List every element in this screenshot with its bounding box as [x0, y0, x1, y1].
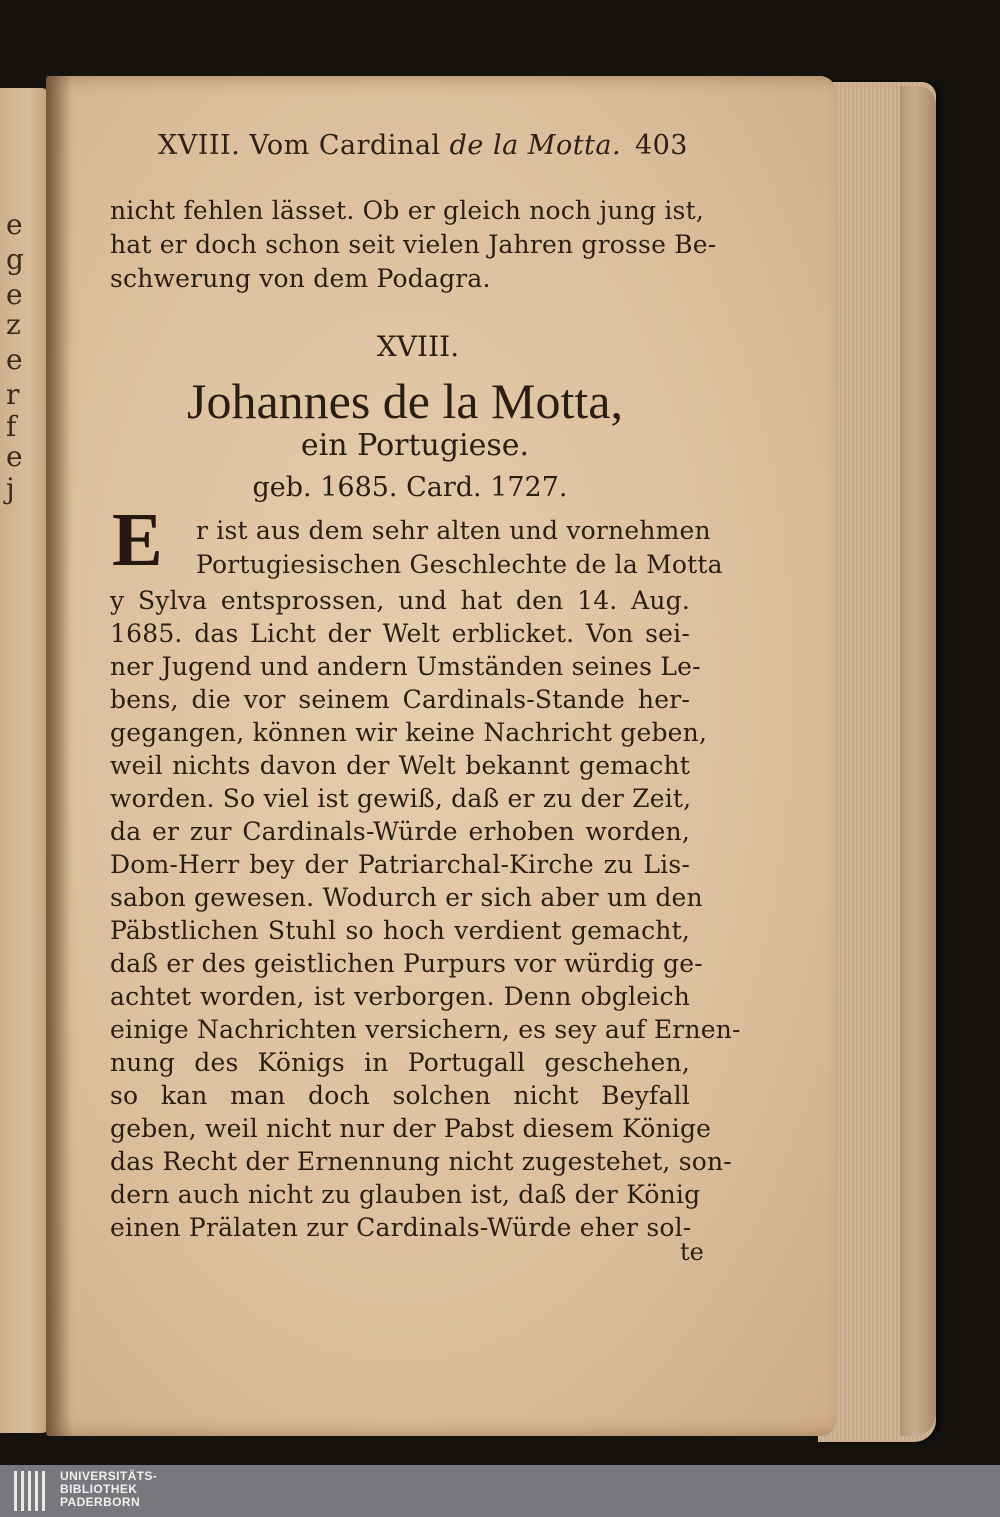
- text-line: achtet worden, ist verborgen. Denn obgleich: [110, 982, 690, 1011]
- text-line: Portugiesischen Geschlechte de la Motta: [196, 550, 723, 579]
- left-page-fragment: f: [6, 410, 17, 443]
- text-line: hat er doch schon seit vielen Jahren grosse Be-: [110, 230, 717, 259]
- text-line: Dom-Herr bey der Patriarchal-Kirche zu Lis-: [110, 850, 690, 879]
- library-logo-icon: [12, 1471, 52, 1511]
- text-line: sabon gewesen. Wodurch er sich aber um den: [110, 883, 703, 912]
- library-name-line: PADERBORN: [60, 1495, 141, 1509]
- text-line: dern auch nicht zu glauben ist, daß der König: [110, 1180, 701, 1209]
- left-page-fragment: e: [6, 208, 23, 241]
- left-page-fragment: j: [6, 472, 15, 505]
- text-line: so kan man doch solchen nicht Beyfall: [110, 1081, 690, 1110]
- left-page-fragment: e: [6, 343, 23, 376]
- page-number: 403: [634, 130, 688, 161]
- running-header: [158, 130, 688, 170]
- birth-cardinal-dates: geb. 1685. Card. 1727.: [252, 472, 568, 503]
- text-line: Päbstlichen Stuhl so hoch verdient gemacht,: [110, 916, 690, 945]
- footer-bar: [0, 1465, 1000, 1517]
- text-line: einige Nachrichten versichern, es sey auf Ernen-: [110, 1015, 741, 1044]
- text-line: r ist aus dem sehr alten und vornehmen: [196, 516, 711, 545]
- left-page-fragment: g: [6, 243, 24, 276]
- text-line: 1685. das Licht der Welt erblicket. Von sei-: [110, 619, 690, 648]
- text-line: nicht fehlen lässet. Ob er gleich noch jung ist,: [110, 196, 704, 225]
- text-line: das Recht der Ernennung nicht zugestehet, son-: [110, 1147, 732, 1176]
- left-page-fragment: e: [6, 278, 23, 311]
- text-line: schwerung von dem Podagra.: [110, 264, 491, 293]
- text-line: y Sylva entsprossen, und hat den 14. Aug.: [110, 586, 690, 615]
- running-title: XVIII. Vom Cardinal: [158, 130, 441, 161]
- catchword: te: [680, 1238, 704, 1266]
- text-line: worden. So viel ist gewiß, daß er zu der Zeit,: [110, 784, 692, 813]
- person-name-heading: Johannes de la Motta,: [186, 373, 623, 429]
- text-line: gegangen, können wir keine Nachricht geben,: [110, 718, 708, 747]
- text-line: bens, die vor seinem Cardinals-Stande her-: [110, 685, 690, 714]
- page-gutter-shadow: [46, 76, 72, 1436]
- drop-cap: E: [112, 498, 163, 582]
- library-name-line: BIBLIOTHEK: [60, 1482, 138, 1496]
- text-line: weil nichts davon der Welt bekannt gemacht: [110, 751, 690, 780]
- text-line: geben, weil nicht nur der Pabst diesem Könige: [110, 1114, 712, 1143]
- left-page-fragment: e: [6, 440, 23, 473]
- running-title-italic: de la Motta.: [449, 130, 622, 161]
- text-line: einen Prälaten zur Cardinals-Würde eher sol-: [110, 1213, 692, 1242]
- left-page-fragment: r: [6, 378, 20, 411]
- text-line: nung des Königs in Portugall geschehen,: [110, 1048, 690, 1077]
- person-subtitle: ein Portugiese.: [300, 428, 530, 463]
- library-name-line: UNIVERSITÄTS-: [60, 1469, 158, 1483]
- text-line: ner Jugend und andern Umständen seines Le-: [110, 652, 701, 681]
- left-page-edge: [0, 88, 48, 1433]
- text-line: daß er des geistlichen Purpurs vor würdig ge-: [110, 949, 703, 978]
- text-line: da er zur Cardinals-Würde erhoben worden,: [110, 817, 690, 846]
- library-name: [60, 1470, 157, 1509]
- book-cover-edge: [900, 86, 936, 1436]
- section-number: XVIII.: [376, 330, 460, 363]
- left-page-fragment: z: [6, 308, 21, 341]
